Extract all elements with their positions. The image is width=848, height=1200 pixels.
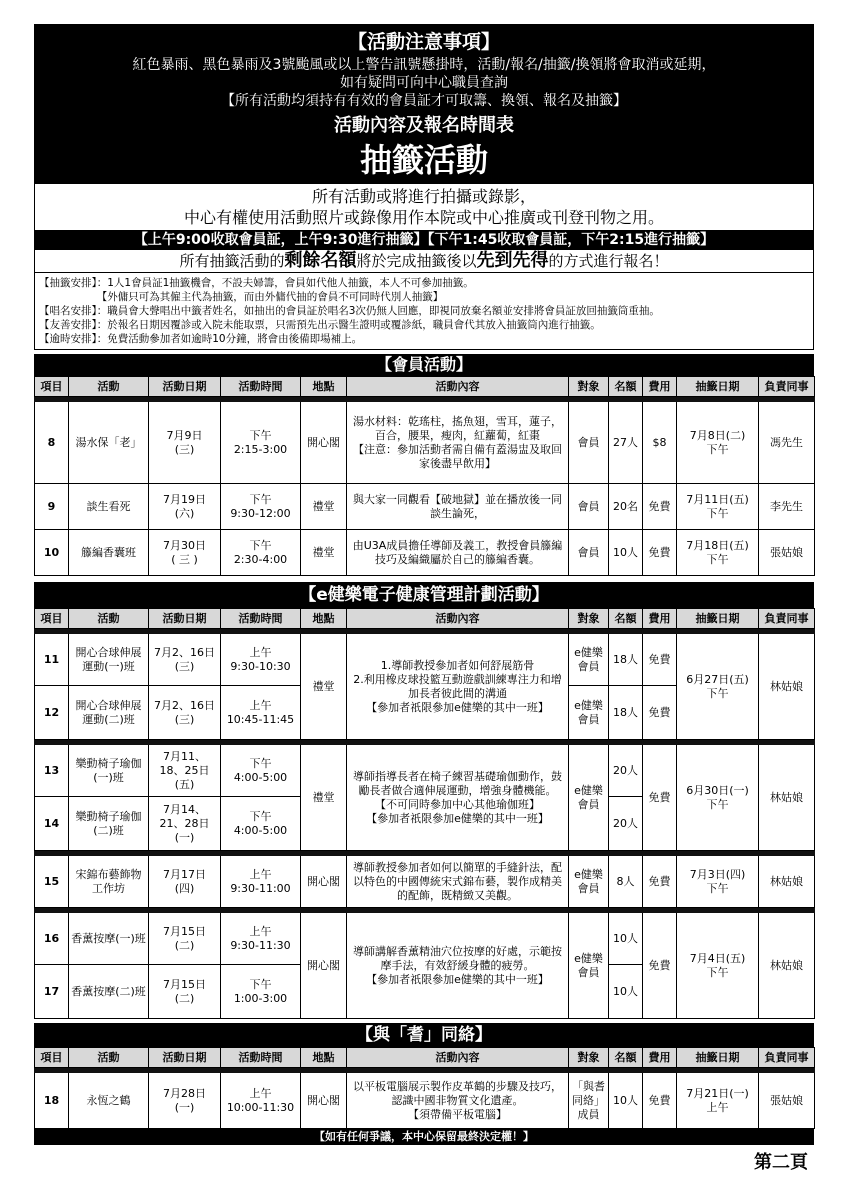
cell-target: e健樂會員 <box>569 913 609 1019</box>
activity-page <box>34 24 814 1145</box>
cell-fee: 免費 <box>643 530 677 576</box>
cell-draw-date: 7月21日(一) 上午 <box>677 1073 759 1129</box>
quota-bold-1: 剩餘名額 <box>284 250 357 271</box>
cell-venue: 開心閣 <box>301 402 347 484</box>
cell-venue: 禮堂 <box>301 530 347 576</box>
cell-content: 導師講解香薰精油穴位按摩的好處，示範按摩手法，有效舒緩身體的疲勞。 【參加者祇限參加e健樂的其中一班】 <box>347 913 569 1019</box>
col-header: 項目 <box>35 609 69 629</box>
cell-no: 15 <box>35 856 69 908</box>
cell-no: 14 <box>35 797 69 851</box>
photo-notice-line-1: 所有活動或將進行拍攝或錄影， <box>311 187 536 206</box>
table-row <box>35 484 815 530</box>
cell-target: e健樂會員 <box>569 856 609 908</box>
cell-date: 7月28日 (一) <box>149 1073 221 1129</box>
col-header: 活動日期 <box>149 609 221 629</box>
cell-quota: 10人 <box>609 965 643 1019</box>
cell-draw-date: 7月4日(五) 下午 <box>677 913 759 1019</box>
cell-staff: 馮先生 <box>759 402 815 484</box>
col-header: 活動時間 <box>221 1048 301 1068</box>
cell-activity: 香薰按摩(二)班 <box>69 965 149 1019</box>
col-header: 費用 <box>643 1048 677 1068</box>
col-header: 費用 <box>643 377 677 397</box>
cell-date: 7月17日 (四) <box>149 856 221 908</box>
cell-content: 湯水材料：乾瑤柱，搖魚翅，雪耳，蓮子，百合，腰果，瘦肉，紅蘿蔔，紅棗 【注意：參加活動者需自備有蓋湯盅及取回家後盡早飲用】 <box>347 402 569 484</box>
cell-content: 導師指導長者在椅子練習基礎瑜伽動作，鼓勵長者做合適伸展運動，增強身體機能。 【不可同時參加中心其他瑜伽班】 【參加者祇限參加e健樂的其中一班】 <box>347 745 569 851</box>
cell-activity: 永恆之鶴 <box>69 1073 149 1129</box>
table-header-row <box>35 1048 815 1068</box>
cell-time: 上午 10:00-11:30 <box>221 1073 301 1129</box>
col-header: 地點 <box>301 609 347 629</box>
col-header: 活動 <box>69 377 149 397</box>
rule-line: 【逾時安排】：免費活動參加者如逾時10分鐘，將會由後備即場補上。 <box>39 333 363 345</box>
table-row <box>35 745 815 797</box>
table-row <box>35 634 815 686</box>
tech-activity-table <box>34 1047 815 1129</box>
schedule-title: 活動內容及報名時間表 <box>334 115 514 136</box>
cell-draw-date: 7月18日(五) 下午 <box>677 530 759 576</box>
cell-date: 7月19日 (六) <box>149 484 221 530</box>
cell-venue: 禮堂 <box>301 484 347 530</box>
col-header: 活動時間 <box>221 609 301 629</box>
cell-content: 1.導師教授參加者如何舒展筋骨 2.利用橡皮球投籃互動遊戲訓練專注力和增加長者彼此間的溝通 【參加者祇限參加e健樂的其中一班】 <box>347 634 569 740</box>
table-row <box>35 856 815 908</box>
notice-line-2: 如有疑問可向中心職員查詢 <box>340 75 508 91</box>
ehealth-activity-table <box>34 608 815 1019</box>
cell-venue: 禮堂 <box>301 745 347 851</box>
cell-quota: 18人 <box>609 634 643 686</box>
rule-line: 【友善安排】：於報名日期因覆診或入院未能取票，只需預先出示醫生證明或覆診紙，職員會代其放入抽籤筒內進行抽籤。 <box>39 319 601 331</box>
member-activity-table <box>34 376 815 576</box>
cell-fee: $8 <box>643 402 677 484</box>
cell-quota: 20人 <box>609 745 643 797</box>
cell-activity: 開心合球伸展運動(一)班 <box>69 634 149 686</box>
cell-draw-date: 7月8日(二) 下午 <box>677 402 759 484</box>
section-member-title: 【會員活動】 <box>34 354 814 376</box>
cell-target: e健樂會員 <box>569 745 609 851</box>
cell-content: 導師教授參加者如何以簡單的手縫針法，配以特色的中國傳統宋式錦布藝，製作成精美的配飾，既精緻又美觀。 <box>347 856 569 908</box>
section-ehealth-title: 【e健樂電子健康管理計劃活動】 <box>34 582 814 608</box>
table-header-row <box>35 609 815 629</box>
photo-notice <box>34 184 814 230</box>
cell-quota: 8人 <box>609 856 643 908</box>
cell-fee: 免費 <box>643 745 677 851</box>
col-header: 抽籤日期 <box>677 609 759 629</box>
cell-fee: 免費 <box>643 484 677 530</box>
cell-draw-date: 7月11日(五) 下午 <box>677 484 759 530</box>
cell-date: 7月2、16日 (三) <box>149 634 221 686</box>
col-header: 抽籤日期 <box>677 1048 759 1068</box>
col-header: 對象 <box>569 1048 609 1068</box>
table-row <box>35 402 815 484</box>
cell-time: 上午 9:30-11:00 <box>221 856 301 908</box>
col-header: 活動日期 <box>149 1048 221 1068</box>
col-header: 負責同事 <box>759 1048 815 1068</box>
cell-time: 下午 4:00-5:00 <box>221 745 301 797</box>
cell-content: 以平板電腦展示製作皮革鶴的步驟及技巧，認識中國非物質文化遺產。 【須帶備平板電腦】 <box>347 1073 569 1129</box>
cell-no: 9 <box>35 484 69 530</box>
footer-disclaimer: 【如有任何爭議，本中心保留最終決定權！】 <box>34 1129 814 1145</box>
cell-date: 7月11、 18、25日 (五) <box>149 745 221 797</box>
cell-quota: 20人 <box>609 797 643 851</box>
cell-activity: 宋錦布藝飾物工作坊 <box>69 856 149 908</box>
cell-staff: 林姑娘 <box>759 634 815 740</box>
cell-activity: 談生看死 <box>69 484 149 530</box>
cell-quota: 10人 <box>609 530 643 576</box>
rule-line: 【外傭只可為其僱主代為抽籤，而由外傭代抽的會員不可同時代別人抽籤】 <box>39 291 444 303</box>
cell-draw-date: 7月3日(四) 下午 <box>677 856 759 908</box>
cell-no: 10 <box>35 530 69 576</box>
draw-time-bar: 【上午9:00收取會員証，上午9:30進行抽籤】【下午1:45收取會員証，下午2:15進行抽籤】 <box>34 230 814 250</box>
cell-no: 16 <box>35 913 69 965</box>
cell-time: 上午 9:30-10:30 <box>221 634 301 686</box>
cell-date: 7月15日 (二) <box>149 913 221 965</box>
col-header: 名額 <box>609 609 643 629</box>
cell-content: 由U3A成員擔任導師及義工，教授會員籐編技巧及編織屬於自己的籐編香囊。 <box>347 530 569 576</box>
cell-activity: 湯水保「老」 <box>69 402 149 484</box>
cell-staff: 林姑娘 <box>759 913 815 1019</box>
col-header: 活動內容 <box>347 1048 569 1068</box>
cell-time: 下午 4:00-5:00 <box>221 797 301 851</box>
cell-time: 下午 2:15-3:00 <box>221 402 301 484</box>
cell-staff: 李先生 <box>759 484 815 530</box>
col-header: 負責同事 <box>759 377 815 397</box>
cell-time: 下午 9:30-12:00 <box>221 484 301 530</box>
cell-quota: 27人 <box>609 402 643 484</box>
cell-no: 13 <box>35 745 69 797</box>
cell-quota: 10人 <box>609 913 643 965</box>
cell-content: 與大家一同觀看【破地獄】並在播放後一同談生論死， <box>347 484 569 530</box>
cell-no: 12 <box>35 686 69 740</box>
rule-line: 【唱名安排】：職員會大聲唱出中籤者姓名，如抽出的會員証於唱名3次仍無人回應，即視同放棄名額並安排將會員証放回抽籤筒重抽。 <box>39 305 660 317</box>
cell-time: 下午 2:30-4:00 <box>221 530 301 576</box>
cell-no: 11 <box>35 634 69 686</box>
cell-target: 會員 <box>569 402 609 484</box>
col-header: 名額 <box>609 1048 643 1068</box>
table-row <box>35 913 815 965</box>
col-header: 活動內容 <box>347 377 569 397</box>
col-header: 地點 <box>301 1048 347 1068</box>
col-header: 負責同事 <box>759 609 815 629</box>
col-header: 地點 <box>301 377 347 397</box>
main-title: 抽籤活動 <box>359 141 488 179</box>
page-number: 第二頁 <box>754 1152 808 1173</box>
cell-activity: 籐編香囊班 <box>69 530 149 576</box>
cell-target: e健樂會員 <box>569 634 609 686</box>
table-header-row <box>35 377 815 397</box>
col-header: 名額 <box>609 377 643 397</box>
cell-date: 7月14、 21、28日 (一) <box>149 797 221 851</box>
table-row <box>35 1073 815 1129</box>
cell-staff: 張姑娘 <box>759 1073 815 1129</box>
quota-post: 的方式進行報名！ <box>548 252 669 270</box>
cell-no: 8 <box>35 402 69 484</box>
cell-date: 7月2、16日 (三) <box>149 686 221 740</box>
cell-draw-date: 6月27日(五) 下午 <box>677 634 759 740</box>
col-header: 活動時間 <box>221 377 301 397</box>
cell-quota: 10人 <box>609 1073 643 1129</box>
cell-fee: 免費 <box>643 1073 677 1129</box>
cell-target: 會員 <box>569 530 609 576</box>
photo-notice-line-2: 中心有權使用活動照片或錄像用作本院或中心推廣或刊登刊物之用。 <box>183 208 664 227</box>
cell-target: e健樂會員 <box>569 686 609 740</box>
cell-quota: 20名 <box>609 484 643 530</box>
cell-staff: 林姑娘 <box>759 856 815 908</box>
col-header: 活動內容 <box>347 609 569 629</box>
col-header: 抽籤日期 <box>677 377 759 397</box>
notice-line-1: 紅色暴雨、黑色暴雨及3號颱風或以上警告訊號懸掛時，活動/報名/抽籤/換領將會取消或延期， <box>132 57 716 73</box>
col-header: 項目 <box>35 1048 69 1068</box>
quota-mid: 將於完成抽籤後以 <box>356 252 477 270</box>
cell-venue: 開心閣 <box>301 856 347 908</box>
cell-draw-date: 6月30日(一) 下午 <box>677 745 759 851</box>
cell-date: 7月30日 ( 三 ) <box>149 530 221 576</box>
cell-fee: 免費 <box>643 686 677 740</box>
table-row <box>35 530 815 576</box>
col-header: 費用 <box>643 609 677 629</box>
section-tech-title: 【與「耆」同絡】 <box>34 1023 814 1047</box>
cell-activity: 香薰按摩(一)班 <box>69 913 149 965</box>
quota-notice <box>34 250 814 273</box>
cell-time: 上午 10:45-11:45 <box>221 686 301 740</box>
col-header: 對象 <box>569 609 609 629</box>
cell-date: 7月15日 (二) <box>149 965 221 1019</box>
col-header: 活動日期 <box>149 377 221 397</box>
rule-line: 【抽籤安排】：1人1會員証1抽籤機會，不設夫婦籌，會員如代他人抽籤，本人不可參加抽籤。 <box>39 277 474 289</box>
notice-line-3: 【所有活動均須持有有效的會員証才可取籌、換領、報名及抽籤】 <box>221 93 627 109</box>
cell-date: 7月9日 (三) <box>149 402 221 484</box>
col-header: 活動 <box>69 1048 149 1068</box>
notice-title: 【活動注意事項】 <box>347 31 500 53</box>
cell-target: 會員 <box>569 484 609 530</box>
cell-activity: 樂動椅子瑜伽(二)班 <box>69 797 149 851</box>
cell-fee: 免費 <box>643 856 677 908</box>
cell-activity: 樂動椅子瑜伽(一)班 <box>69 745 149 797</box>
col-header: 活動 <box>69 609 149 629</box>
cell-staff: 張姑娘 <box>759 530 815 576</box>
cell-no: 18 <box>35 1073 69 1129</box>
cell-activity: 開心合球伸展運動(二)班 <box>69 686 149 740</box>
notice-header <box>34 24 814 184</box>
cell-venue: 開心閣 <box>301 1073 347 1129</box>
cell-fee: 免費 <box>643 634 677 686</box>
cell-staff: 林姑娘 <box>759 745 815 851</box>
col-header: 對象 <box>569 377 609 397</box>
quota-bold-2: 先到先得 <box>476 250 549 271</box>
cell-time: 上午 9:30-11:30 <box>221 913 301 965</box>
col-header: 項目 <box>35 377 69 397</box>
cell-venue: 開心閣 <box>301 913 347 1019</box>
quota-pre: 所有抽籤活動的 <box>179 252 285 270</box>
cell-fee: 免費 <box>643 913 677 1019</box>
cell-target: 「與耆同絡」成員 <box>569 1073 609 1129</box>
cell-quota: 18人 <box>609 686 643 740</box>
cell-venue: 禮堂 <box>301 634 347 740</box>
cell-time: 下午 1:00-3:00 <box>221 965 301 1019</box>
draw-rules <box>34 273 814 350</box>
cell-no: 17 <box>35 965 69 1019</box>
